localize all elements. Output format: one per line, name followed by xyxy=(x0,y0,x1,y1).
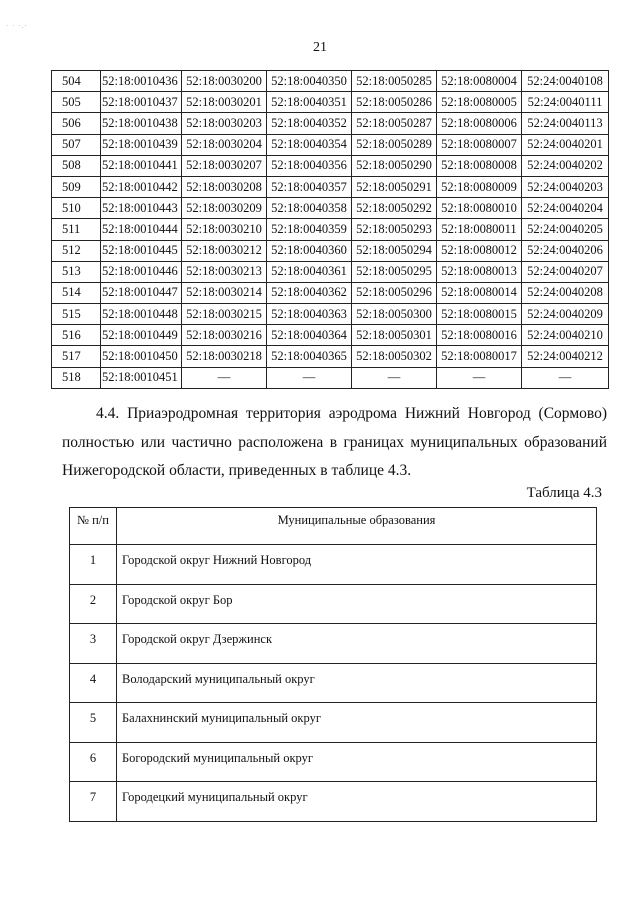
cadastral-number-cell: 52:18:0040365 xyxy=(267,346,352,367)
cadastral-number-cell: 52:18:0030204 xyxy=(182,134,267,155)
row-number: 511 xyxy=(52,219,101,240)
cadastral-number-cell: 52:18:0080013 xyxy=(437,261,522,282)
cadastral-number-cell: 52:24:0040202 xyxy=(522,155,609,176)
cadastral-number-cell: 52:18:0040354 xyxy=(267,134,352,155)
cadastral-number-cell: 52:24:0040201 xyxy=(522,134,609,155)
cadastral-number-cell: — xyxy=(267,367,352,388)
paragraph-text: 4.4. Приаэродромная территория аэродрома Нижний Новгород (Сормово) полностью или частично расположена в границах муниципальных образований Нижегородской области, приведенных в таблице 4.3. xyxy=(62,405,607,479)
row-number: 7 xyxy=(70,782,117,822)
municipality-name: Городецкий муниципальный округ xyxy=(117,782,597,822)
table-row xyxy=(70,584,597,624)
cadastral-number-cell: 52:24:0040108 xyxy=(522,71,609,92)
cadastral-number-cell: 52:18:0050287 xyxy=(352,113,437,134)
cadastral-number-cell: 52:24:0040208 xyxy=(522,282,609,303)
cadastral-number-cell: 52:18:0050301 xyxy=(352,325,437,346)
table-row xyxy=(52,92,609,113)
cadastral-number-cell: 52:18:0030215 xyxy=(182,304,267,325)
cadastral-number-cell: 52:18:0080010 xyxy=(437,198,522,219)
cadastral-number-cell: 52:18:0080015 xyxy=(437,304,522,325)
cadastral-number-cell: 52:24:0040206 xyxy=(522,240,609,261)
row-number: 504 xyxy=(52,71,101,92)
cadastral-number-cell: — xyxy=(182,367,267,388)
table-row xyxy=(70,782,597,822)
table-header-row xyxy=(70,508,597,545)
cadastral-number-cell: 52:18:0040363 xyxy=(267,304,352,325)
cadastral-number-cell: 52:24:0040209 xyxy=(522,304,609,325)
table-row xyxy=(52,240,609,261)
municipality-name: Городской округ Дзержинск xyxy=(117,624,597,664)
cadastral-number-cell: 52:24:0040205 xyxy=(522,219,609,240)
row-number: 516 xyxy=(52,325,101,346)
cadastral-number-cell: 52:18:0010450 xyxy=(101,346,182,367)
table-row xyxy=(52,367,609,388)
cadastral-number-cell: 52:18:0030213 xyxy=(182,261,267,282)
municipality-name: Богородский муниципальный округ xyxy=(117,742,597,782)
table-row xyxy=(52,155,609,176)
table-row xyxy=(52,113,609,134)
cadastral-number-cell: 52:18:0080011 xyxy=(437,219,522,240)
cadastral-number-cell: 52:18:0050296 xyxy=(352,282,437,303)
cadastral-number-cell: 52:18:0050290 xyxy=(352,155,437,176)
cadastral-number-cell: 52:18:0010446 xyxy=(101,261,182,282)
cadastral-number-cell: 52:18:0010437 xyxy=(101,92,182,113)
table-caption: Таблица 4.3 xyxy=(526,485,602,501)
row-number: 2 xyxy=(70,584,117,624)
cadastral-number-cell: 52:18:0080014 xyxy=(437,282,522,303)
header-name: Муниципальные образования xyxy=(117,508,597,545)
cadastral-number-cell: 52:18:0080006 xyxy=(437,113,522,134)
row-number: 507 xyxy=(52,134,101,155)
cadastral-number-cell: 52:18:0040358 xyxy=(267,198,352,219)
cadastral-number-cell: 52:18:0040352 xyxy=(267,113,352,134)
municipality-name: Городской округ Бор xyxy=(117,584,597,624)
cadastral-number-cell: 52:18:0010447 xyxy=(101,282,182,303)
cadastral-number-cell: 52:24:0040204 xyxy=(522,198,609,219)
cadastral-number-cell: 52:18:0030200 xyxy=(182,71,267,92)
cadastral-number-cell: 52:18:0040360 xyxy=(267,240,352,261)
cadastral-number-cell: 52:18:0080012 xyxy=(437,240,522,261)
cadastral-number-cell: — xyxy=(522,367,609,388)
cadastral-number-cell: 52:18:0010448 xyxy=(101,304,182,325)
cadastral-number-cell: 52:18:0030216 xyxy=(182,325,267,346)
cadastral-number-cell: 52:24:0040111 xyxy=(522,92,609,113)
row-number: 509 xyxy=(52,176,101,197)
cadastral-number-cell: 52:18:0030203 xyxy=(182,113,267,134)
cadastral-number-cell: 52:18:0040359 xyxy=(267,219,352,240)
cadastral-number-cell: 52:18:0010439 xyxy=(101,134,182,155)
cadastral-number-cell: 52:18:0030214 xyxy=(182,282,267,303)
cadastral-number-cell: 52:18:0050286 xyxy=(352,92,437,113)
cadastral-number-cell: 52:18:0050292 xyxy=(352,198,437,219)
cadastral-number-cell: 52:18:0010442 xyxy=(101,176,182,197)
cadastral-number-cell: 52:18:0030212 xyxy=(182,240,267,261)
cadastral-number-cell: 52:18:0050294 xyxy=(352,240,437,261)
table-row xyxy=(52,261,609,282)
row-number: 514 xyxy=(52,282,101,303)
row-number: 508 xyxy=(52,155,101,176)
cadastral-number-cell: 52:18:0010445 xyxy=(101,240,182,261)
municipality-name: Володарский муниципальный округ xyxy=(117,663,597,703)
row-number: 505 xyxy=(52,92,101,113)
cadastral-number-cell: 52:18:0030208 xyxy=(182,176,267,197)
cadastral-number-cell: — xyxy=(437,367,522,388)
cadastral-number-cell: 52:18:0080004 xyxy=(437,71,522,92)
cadastral-number-cell: 52:18:0050295 xyxy=(352,261,437,282)
header-num: № п/п xyxy=(70,508,117,545)
table-row xyxy=(70,742,597,782)
row-number: 4 xyxy=(70,663,117,703)
cadastral-number-cell: 52:18:0030209 xyxy=(182,198,267,219)
cadastral-number-cell: 52:24:0040207 xyxy=(522,261,609,282)
municipality-name: Балахнинский муниципальный округ xyxy=(117,703,597,743)
row-number: 513 xyxy=(52,261,101,282)
cadastral-number-cell: 52:18:0040351 xyxy=(267,92,352,113)
cadastral-number-cell: 52:18:0040356 xyxy=(267,155,352,176)
table-row xyxy=(52,325,609,346)
cadastral-number-cell: 52:18:0050302 xyxy=(352,346,437,367)
cadastral-number-cell: 52:24:0040210 xyxy=(522,325,609,346)
row-number: 3 xyxy=(70,624,117,664)
table-row xyxy=(52,134,609,155)
table-row xyxy=(52,71,609,92)
table-row xyxy=(70,703,597,743)
cadastral-number-cell: 52:24:0040113 xyxy=(522,113,609,134)
cadastral-number-cell: 52:18:0050289 xyxy=(352,134,437,155)
cadastral-number-cell: 52:18:0010444 xyxy=(101,219,182,240)
table-row xyxy=(70,624,597,664)
cadastral-number-cell: 52:18:0010441 xyxy=(101,155,182,176)
cadastral-number-cell: 52:18:0080017 xyxy=(437,346,522,367)
cadastral-number-cell: 52:18:0030218 xyxy=(182,346,267,367)
row-number: 518 xyxy=(52,367,101,388)
cadastral-number-cell: 52:18:0030207 xyxy=(182,155,267,176)
cadastral-number-cell: 52:18:0050300 xyxy=(352,304,437,325)
cadastral-number-cell: 52:18:0080008 xyxy=(437,155,522,176)
cadastral-number-cell: — xyxy=(352,367,437,388)
scan-mark: · · ·.· xyxy=(6,22,28,30)
municipal-entities-table xyxy=(69,507,597,822)
row-number: 512 xyxy=(52,240,101,261)
cadastral-number-cell: 52:18:0050291 xyxy=(352,176,437,197)
cadastral-number-cell: 52:18:0040362 xyxy=(267,282,352,303)
cadastral-number-cell: 52:18:0050285 xyxy=(352,71,437,92)
cadastral-number-cell: 52:18:0040364 xyxy=(267,325,352,346)
section-4-4-paragraph xyxy=(62,400,607,486)
cadastral-number-cell: 52:18:0030210 xyxy=(182,219,267,240)
cadastral-number-cell: 52:24:0040212 xyxy=(522,346,609,367)
cadastral-number-cell: 52:18:0030201 xyxy=(182,92,267,113)
row-number: 506 xyxy=(52,113,101,134)
row-number: 515 xyxy=(52,304,101,325)
cadastral-number-cell: 52:18:0080005 xyxy=(437,92,522,113)
cadastral-number-cell: 52:18:0080009 xyxy=(437,176,522,197)
row-number: 6 xyxy=(70,742,117,782)
table-row xyxy=(52,304,609,325)
cadastral-number-cell: 52:18:0010451 xyxy=(101,367,182,388)
cadastral-number-cell: 52:18:0050293 xyxy=(352,219,437,240)
table-row xyxy=(52,198,609,219)
row-number: 5 xyxy=(70,703,117,743)
table-row xyxy=(52,346,609,367)
cadastral-number-cell: 52:18:0010443 xyxy=(101,198,182,219)
row-number: 510 xyxy=(52,198,101,219)
table-row xyxy=(52,219,609,240)
cadastral-number-cell: 52:24:0040203 xyxy=(522,176,609,197)
table-row xyxy=(52,176,609,197)
cadastral-number-cell: 52:18:0040361 xyxy=(267,261,352,282)
row-number: 1 xyxy=(70,545,117,585)
cadastral-number-cell: 52:18:0010449 xyxy=(101,325,182,346)
table-row xyxy=(70,663,597,703)
cadastral-number-cell: 52:18:0010436 xyxy=(101,71,182,92)
cadastral-number-cell: 52:18:0040357 xyxy=(267,176,352,197)
cadastral-numbers-table xyxy=(51,70,609,389)
municipality-name: Городской округ Нижний Новгород xyxy=(117,545,597,585)
table-row xyxy=(70,545,597,585)
cadastral-number-cell: 52:18:0040350 xyxy=(267,71,352,92)
cadastral-number-cell: 52:18:0080007 xyxy=(437,134,522,155)
cadastral-number-cell: 52:18:0010438 xyxy=(101,113,182,134)
row-number: 517 xyxy=(52,346,101,367)
page-number: 21 xyxy=(313,40,327,55)
cadastral-number-cell: 52:18:0080016 xyxy=(437,325,522,346)
table-row xyxy=(52,282,609,303)
